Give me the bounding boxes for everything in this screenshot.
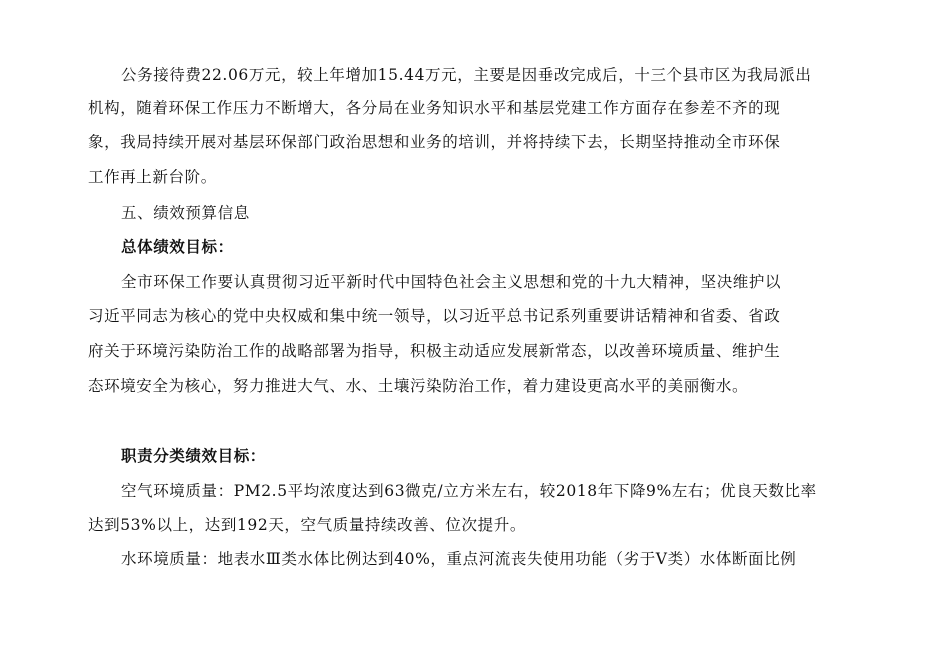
paragraph-line: 态环境安全为核心，努力推进大气、水、土壤污染防治工作，着力建设更高水平的美丽衡水。: [88, 377, 749, 395]
paragraph-line: 府关于环境污染防治工作的战略部署为指导，积极主动适应发展新常态，以改善环境质量、维护生: [88, 342, 781, 360]
paragraph-line: 工作再上新台阶。: [88, 168, 217, 186]
duty-goal-heading: 职责分类绩效目标：: [121, 446, 266, 465]
paragraph-line: 机构，随着环保工作压力不断增大，各分局在业务知识水平和基层党建工作方面存在参差不齐的现: [88, 99, 781, 117]
section-heading: 五、绩效预算信息: [121, 204, 250, 222]
paragraph-line: 水环境质量：地表水Ⅲ类水体比例达到40%，重点河流丧失使用功能（劣于Ⅴ类）水体断面比例: [121, 550, 797, 568]
paragraph-line: 公务接待费22.06万元，较上年增加15.44万元，主要是因垂改完成后，十三个县市区为我局派出: [121, 66, 812, 84]
overall-goal-heading: 总体绩效目标：: [121, 237, 234, 256]
paragraph-line: 全市环保工作要认真贯彻习近平新时代中国特色社会主义思想和党的十九大精神，坚决维护以: [121, 273, 782, 291]
paragraph-line: 空气环境质量：PM2.5平均浓度达到63微克/立方米左右，较2018年下降9%左右；优良天数比率: [121, 482, 817, 500]
paragraph-line: 达到53%以上，达到192天，空气质量持续改善、位次提升。: [88, 516, 526, 534]
paragraph-line: 象，我局持续开展对基层环保部门政治思想和业务的培训，并将持续下去，长期坚持推动全市环保: [88, 133, 781, 151]
paragraph-line: 习近平同志为核心的党中央权威和集中统一领导，以习近平总书记系列重要讲话精神和省委、省政: [88, 307, 781, 325]
